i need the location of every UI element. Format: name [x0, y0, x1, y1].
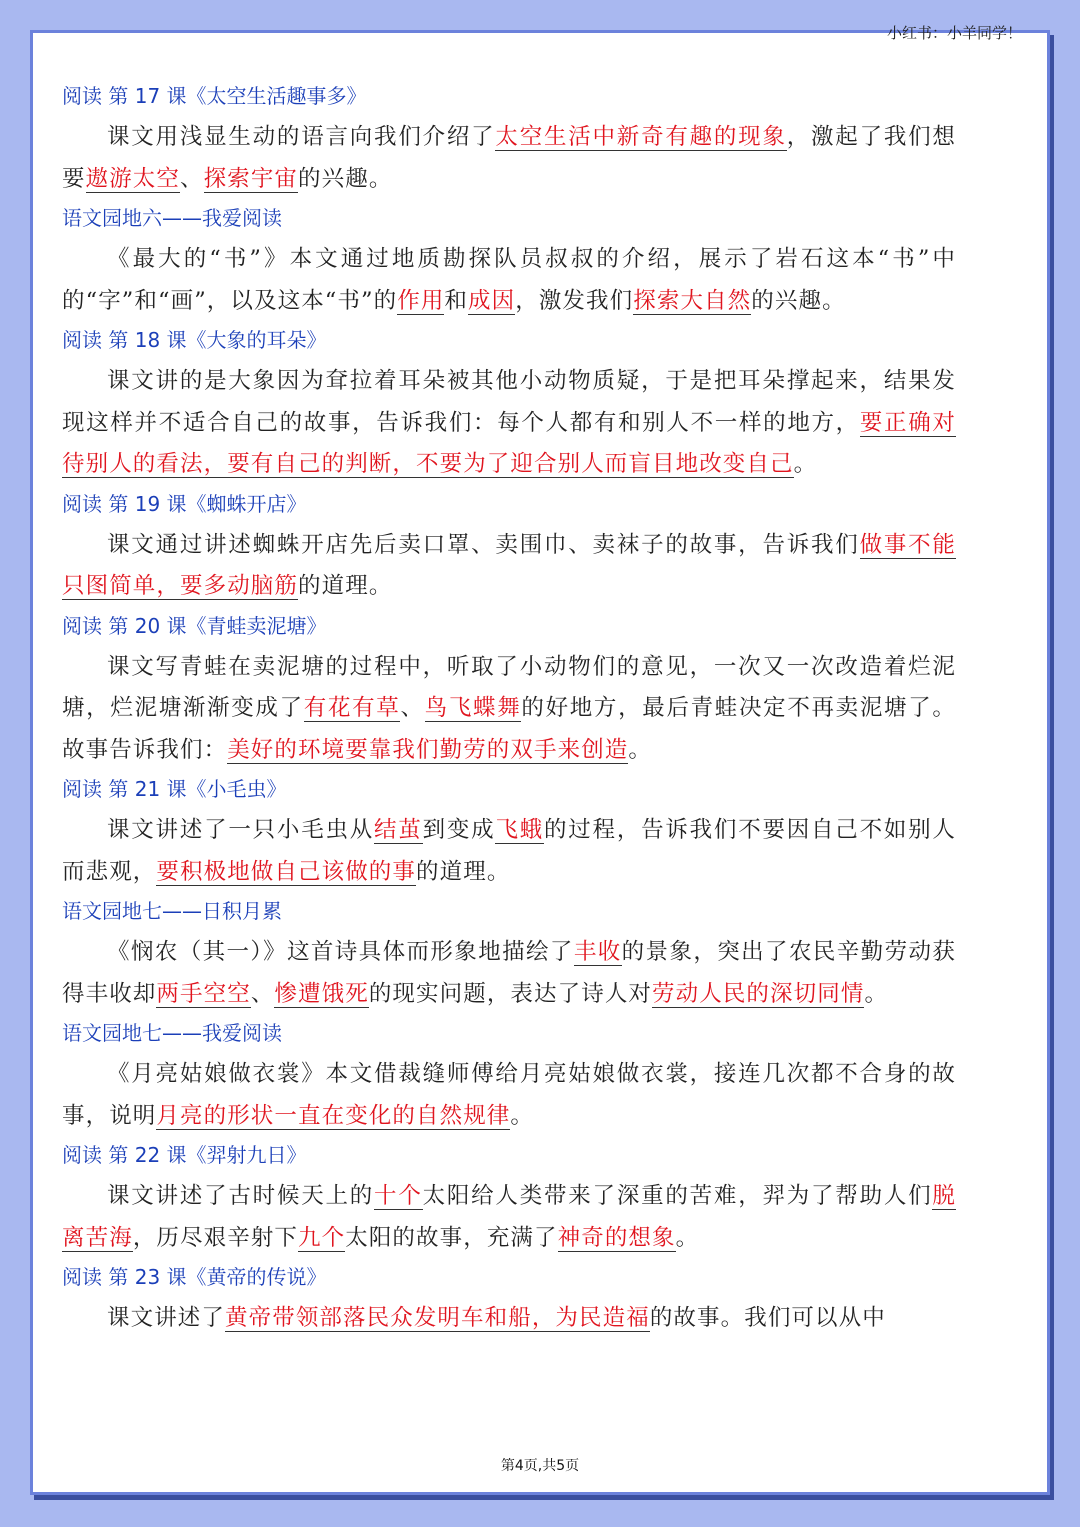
highlighted-keyphrase: 做事不能只图简单，要多动脑筋 — [62, 531, 956, 599]
text-segment: 的道理。 — [298, 573, 393, 599]
page-footer: 第4页,共5页 — [500, 1458, 580, 1474]
section — [62, 612, 956, 772]
text-segment: ，激发我们 — [515, 287, 634, 314]
highlighted-keyphrase: 要正确对待别人的看法，要有自己的判断，不要为了迎合别人而盲目地改变自己 — [62, 409, 956, 477]
section — [62, 326, 956, 486]
highlighted-keyphrase: 丰收 — [573, 939, 622, 965]
highlighted-keyphrase: 飞蛾 — [495, 817, 544, 843]
section-paragraph — [62, 1298, 956, 1340]
highlighted-keyphrase: 劳动人民的深切同情 — [652, 980, 865, 1007]
section-paragraph — [62, 1176, 956, 1259]
section — [62, 897, 956, 1015]
section-title: 阅读 第 23 课《黄帝的传说》 — [62, 1265, 327, 1289]
text-segment: 课文讲的是大象因为耷拉着耳朵被其他小动物质疑，于是把耳朵撑起来，结果发现这样并不适合自己的故事，告诉我们：每个人都有和别人不一样的地方， — [62, 368, 956, 436]
highlighted-keyphrase: 成因 — [468, 287, 516, 314]
text-segment: 课文用浅显生动的语言向我们介绍了 — [107, 124, 496, 150]
text-segment: 太阳的故事，充满了 — [345, 1224, 558, 1251]
highlighted-keyphrase: 月亮的形状一直在变化的自然规律 — [156, 1102, 511, 1129]
text-segment: 课文讲述了古时候天上的 — [107, 1183, 375, 1209]
section-title: 阅读 第 22 课《羿射九日》 — [62, 1143, 307, 1167]
section-title: 语文园地七——日积月累 — [62, 899, 282, 923]
text-segment: 和 — [444, 287, 469, 314]
text-segment: 的现实问题，表达了诗人对 — [368, 980, 653, 1007]
text-segment: 。 — [793, 451, 818, 477]
highlighted-keyphrase: 美好的环境要靠我们勤劳的双手来创造 — [227, 736, 629, 763]
section — [62, 82, 956, 200]
section-paragraph — [62, 361, 956, 486]
text-segment: 、 — [250, 980, 275, 1007]
watermark: 小红书：小羊同学！ — [886, 24, 1022, 42]
highlighted-keyphrase: 遨游太空 — [85, 165, 181, 192]
section-paragraph — [62, 117, 956, 200]
text-segment: 的兴趣。 — [751, 287, 846, 314]
text-segment: 的好地方，最后青蛙决定不再卖泥塘了。故事告诉我们： — [62, 695, 956, 763]
section — [62, 1263, 956, 1340]
highlighted-keyphrase: 黄帝带领部落民众发明车和船，为民造福 — [225, 1305, 650, 1331]
text-segment: 。 — [510, 1102, 535, 1129]
highlighted-keyphrase: 要积极地做自己该做的事 — [156, 858, 417, 885]
section-title: 语文园地七——我爱阅读 — [62, 1021, 282, 1045]
text-segment: 、 — [180, 165, 204, 192]
highlighted-keyphrase: 两手空空 — [156, 980, 251, 1007]
text-segment: 的过程，告诉我们不要因自己不如别人而悲观， — [62, 817, 957, 885]
text-segment: ，历尽艰辛射下 — [132, 1224, 299, 1251]
text-segment: 《月亮姑娘做衣裳》本文借裁缝师傅给月亮姑娘做衣裳，接连几次都不合身的故事，说明 — [62, 1061, 956, 1129]
section — [62, 775, 956, 893]
text-segment: 课文通过讲述蜘蛛开店先后卖口罩、卖围巾、卖袜子的故事，告诉我们 — [107, 531, 860, 558]
highlighted-keyphrase: 作用 — [397, 287, 445, 314]
text-segment: 太阳给人类带来了深重的苦难，羿为了帮助人们 — [422, 1183, 933, 1209]
text-segment: 的兴趣。 — [298, 165, 393, 192]
section-title: 阅读 第 21 课《小毛虫》 — [62, 777, 287, 801]
text-segment: 的故事。我们可以从中 — [649, 1305, 886, 1331]
section-title: 阅读 第 17 课《太空生活趣事多》 — [62, 84, 367, 108]
text-segment: 的景象，突出了农民辛勤劳动获得丰收却 — [62, 939, 956, 1007]
section-title: 阅读 第 18 课《大象的耳朵》 — [62, 328, 327, 352]
highlighted-keyphrase: 探索大自然 — [633, 287, 752, 314]
text-segment: 《最大的“书”》本文通过地质勘探队员叔叔的介绍，展示了岩石这本“书”中的“字”和“画”，以及这本“书”的 — [62, 246, 956, 314]
text-segment: ，激起了我们想要 — [62, 124, 957, 192]
text-segment: 。 — [675, 1224, 700, 1251]
highlighted-keyphrase: 探索宇宙 — [203, 165, 299, 192]
section — [62, 1019, 956, 1137]
highlighted-keyphrase: 九个 — [298, 1224, 346, 1251]
text-segment: 《悯农（其一）》这首诗具体而形象地描绘了 — [107, 939, 574, 965]
section-paragraph — [62, 239, 956, 322]
section-paragraph — [62, 647, 956, 772]
highlighted-keyphrase: 太空生活中新奇有趣的现象 — [495, 124, 787, 150]
text-segment: 课文讲述了 — [107, 1305, 226, 1331]
highlighted-keyphrase: 结茧 — [374, 817, 423, 843]
text-segment: 。 — [628, 736, 653, 763]
section-paragraph — [62, 810, 956, 893]
section-title: 阅读 第 20 课《青蛙卖泥塘》 — [62, 613, 327, 638]
section — [62, 204, 956, 322]
document-content — [62, 82, 956, 1344]
text-segment: 课文讲述了一只小毛虫从 — [107, 817, 375, 843]
section-paragraph — [62, 1054, 956, 1137]
section-title: 阅读 第 19 课《蜘蛛开店》 — [62, 491, 307, 516]
section — [62, 490, 956, 608]
section — [62, 1141, 956, 1259]
highlighted-keyphrase: 惨遭饿死 — [274, 980, 369, 1007]
highlighted-keyphrase: 神奇的想象 — [557, 1224, 676, 1251]
highlighted-keyphrase: 脱离苦海 — [62, 1183, 957, 1251]
text-segment: 到变成 — [422, 817, 496, 843]
highlighted-keyphrase: 十个 — [374, 1183, 423, 1209]
text-segment: 课文写青蛙在卖泥塘的过程中，听取了小动物们的意见，一次又一次改造着烂泥塘，烂泥塘渐渐变成了 — [62, 653, 956, 721]
text-segment: 、 — [400, 695, 425, 721]
section-paragraph — [62, 525, 956, 608]
section-title: 语文园地六——我爱阅读 — [62, 206, 282, 230]
text-segment: 的道理。 — [416, 858, 511, 885]
text-segment: 。 — [864, 980, 889, 1007]
highlighted-keyphrase: 鸟飞蝶舞 — [424, 695, 522, 721]
highlighted-keyphrase: 有花有草 — [303, 695, 401, 721]
section-paragraph — [62, 932, 956, 1015]
